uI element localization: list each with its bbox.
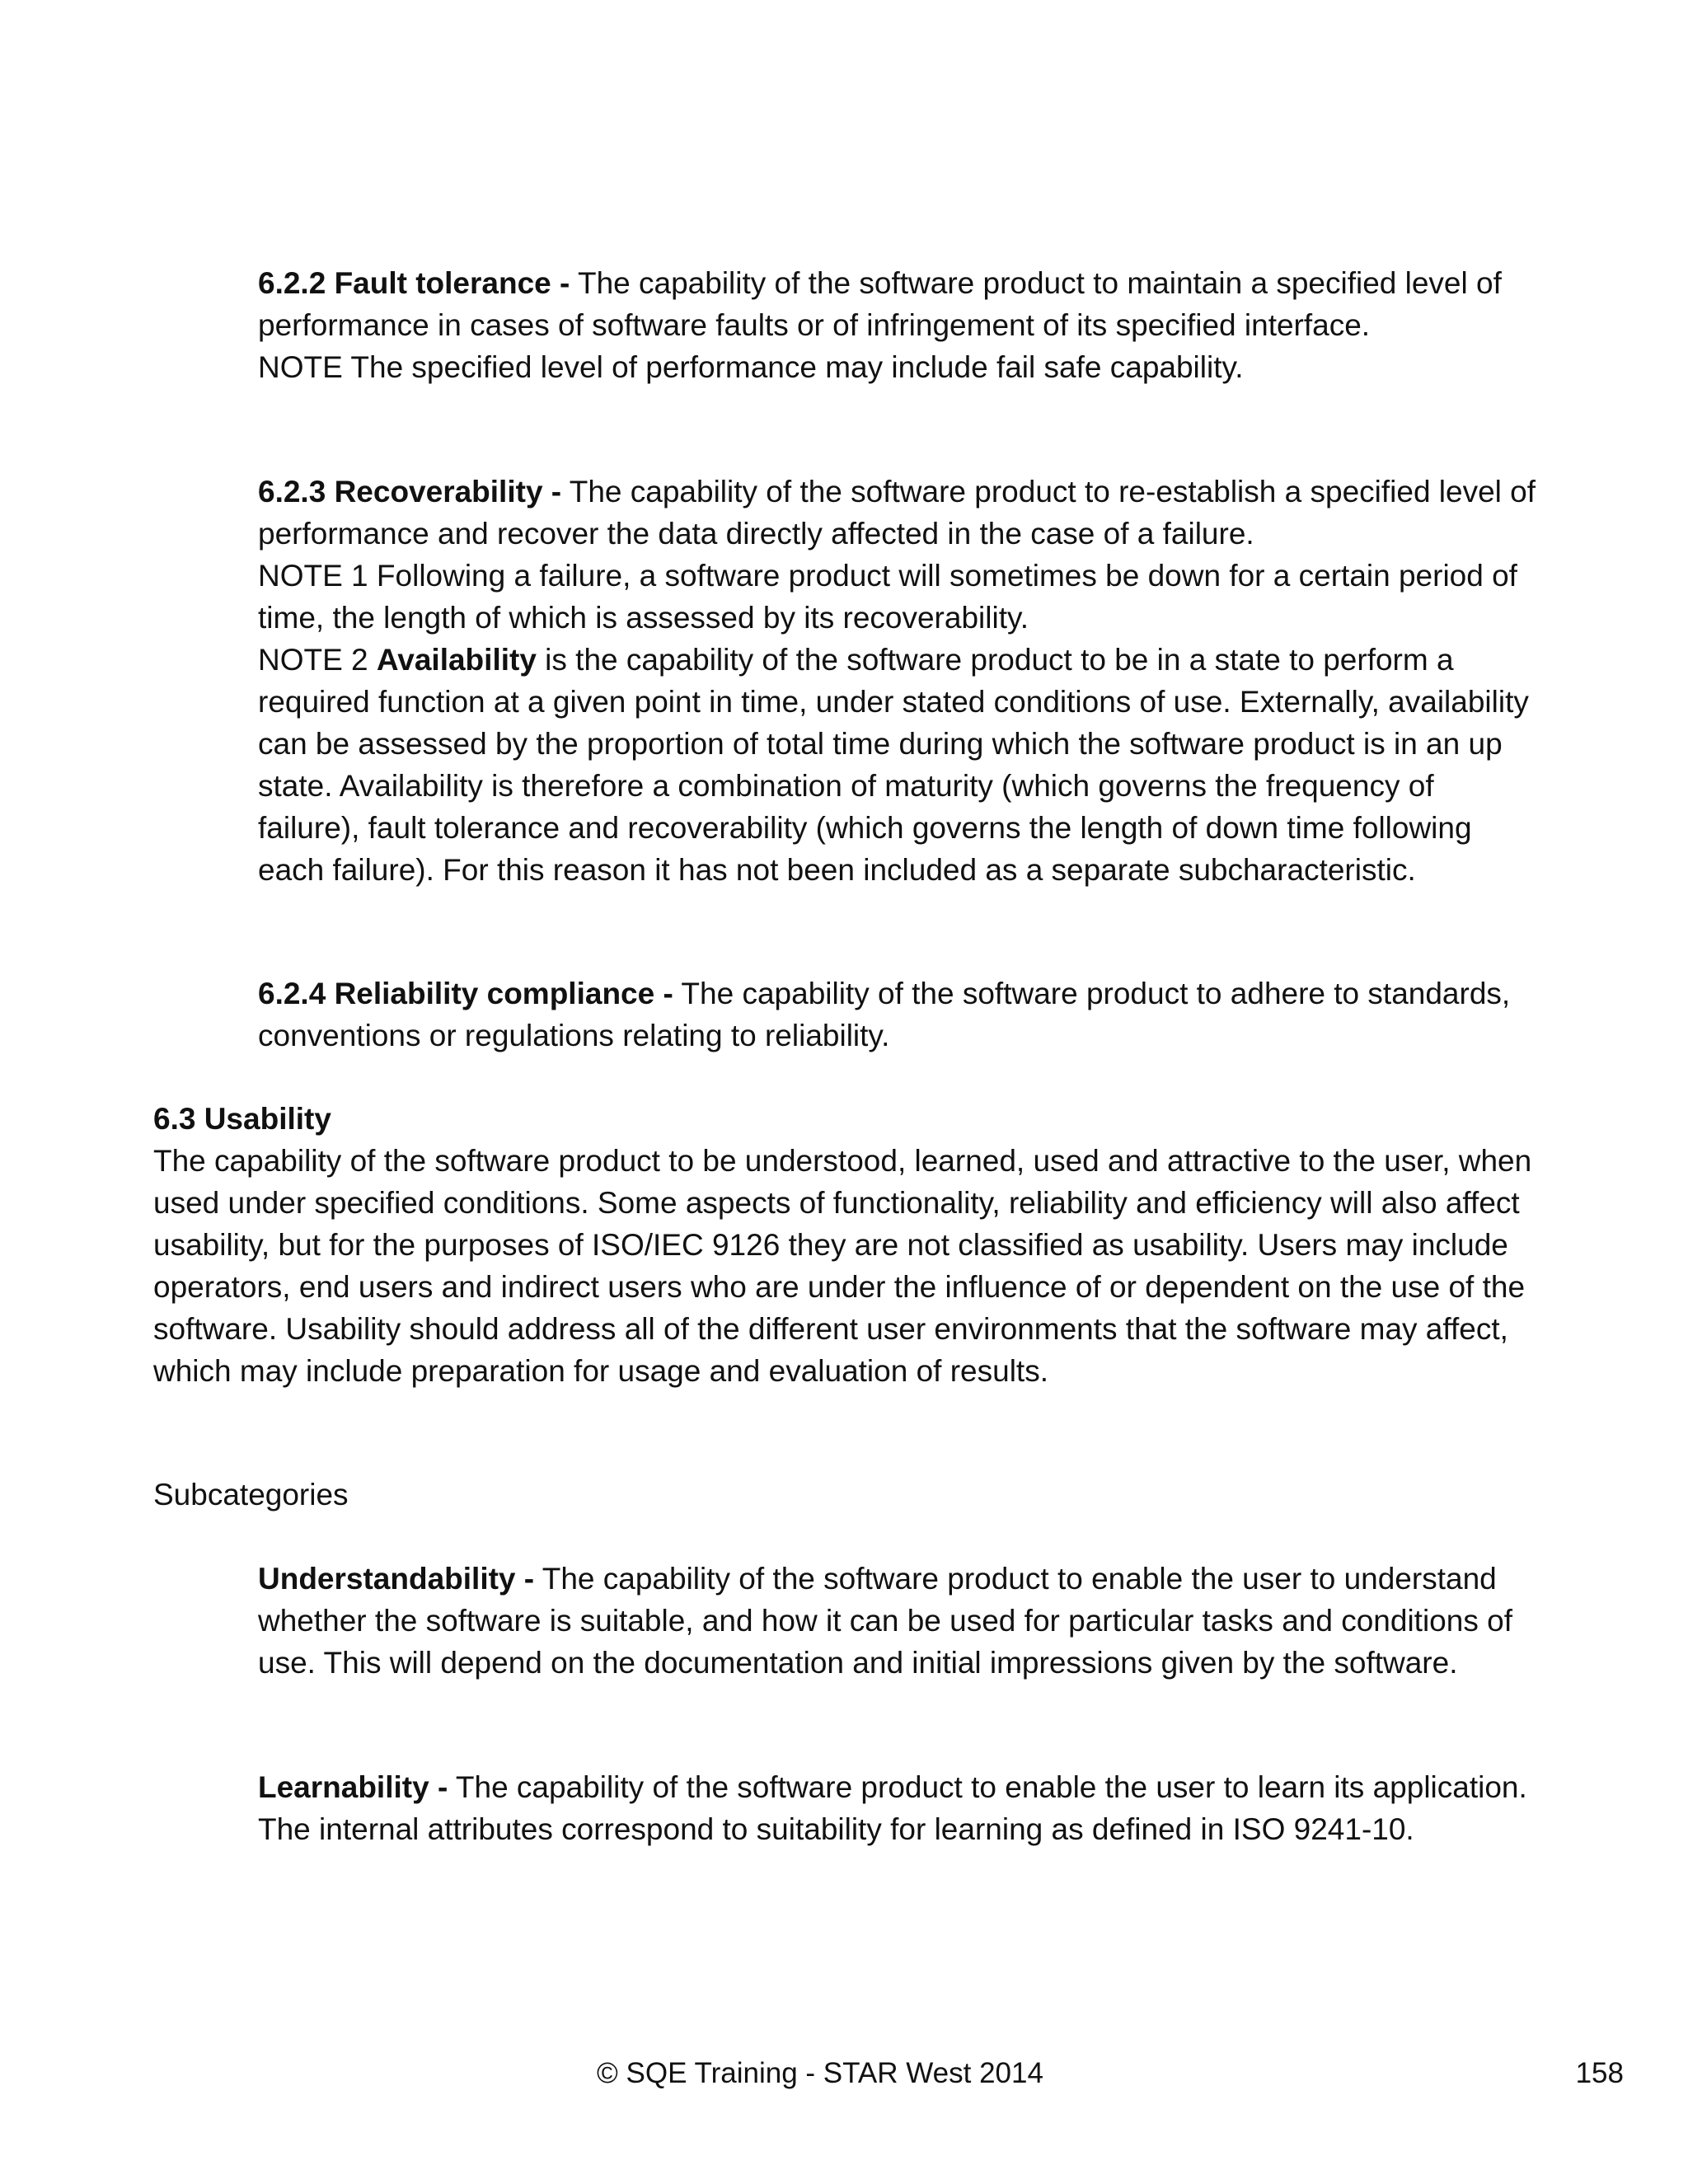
footer-copyright: © SQE Training - STAR West 2014 (597, 2057, 1043, 2089)
usability-heading-text: 6.3 Usability (153, 1102, 331, 1136)
understandability-definition (258, 1558, 1544, 1684)
recoverability-note-1: NOTE 1 Following a failure, a software product will sometimes be down for a certain period of time, the length of which is assessed by its recoverability. (258, 559, 1517, 635)
reliability-compliance-heading: 6.2.4 Reliability compliance - (258, 977, 673, 1010)
section-understandability (258, 1558, 1544, 1684)
recoverability-note-2 (258, 639, 1544, 891)
recoverability-text: The capability of the software product to re-establish a specified level of performance and recover the data directly affected in the case of a failure. (258, 475, 1536, 551)
section-learnability (258, 1766, 1544, 1850)
learnability-definition (258, 1766, 1544, 1850)
usability-heading (153, 1098, 1554, 1140)
section-reliability-compliance (258, 972, 1544, 1057)
usability-text: The capability of the software product to be understood, learned, used and attractive to the user, when used under specified conditions. Some aspects of functionality, reliability and efficiency will also affect usability, but for the purposes of ISO/IEC 9126 they are not classified as usability. Users may include operators, end users and indirect users who are under the influence of or dependent on the use of the software. Usability should address all of the different user environments that the software may affect, which may include preparation for usage and evaluation of results. (153, 1144, 1532, 1388)
note2-prefix: NOTE 2 (258, 643, 377, 677)
learnability-heading: Learnability - (258, 1770, 448, 1804)
learnability-text: The capability of the software product to enable the user to learn its application. The internal attributes correspond to suitability for learning as defined in ISO 9241-10. (258, 1770, 1527, 1846)
section-recoverability (258, 471, 1544, 891)
section-fault-tolerance (258, 262, 1544, 388)
availability-term: Availability (376, 643, 537, 677)
fault-tolerance-definition (258, 262, 1544, 346)
fault-tolerance-text: The capability of the software product to maintain a specified level of performance in cases of software faults or of infringement of its specified interface. (258, 266, 1502, 342)
recoverability-definition (258, 471, 1544, 555)
reliability-compliance-definition (258, 972, 1544, 1057)
subcategories-label: Subcategories (153, 1478, 349, 1511)
fault-tolerance-heading: 6.2.2 Fault tolerance - (258, 266, 570, 300)
page-number: 158 (1575, 2057, 1624, 2089)
reliability-compliance-text: The capability of the software product to adhere to standards, conventions or regulations relating to reliability. (258, 977, 1511, 1052)
recoverability-heading: 6.2.3 Recoverability - (258, 475, 562, 509)
understandability-text: The capability of the software product to enable the user to understand whether the software is suitable, and how it can be used for particular tasks and conditions of use. This will depend on the documentation and initial impressions given by the software. (258, 1562, 1512, 1680)
note2-text: is the capability of the software product to be in a state to perform a required function at a given point in time, under stated conditions of use. Externally, availability can be assessed by the proportion of total time during which the software product is in an up state. Availability is therefore a combination of maturity (which governs the frequency of failure), fault tolerance and recoverability (which governs the length of down time following each failure). For this reason it has not been included as a separate subcharacteristic. (258, 643, 1529, 887)
understandability-heading: Understandability - (258, 1562, 535, 1596)
section-usability (153, 1098, 1554, 1392)
fault-tolerance-note: NOTE The specified level of performance may include fail safe capability. (258, 350, 1244, 384)
